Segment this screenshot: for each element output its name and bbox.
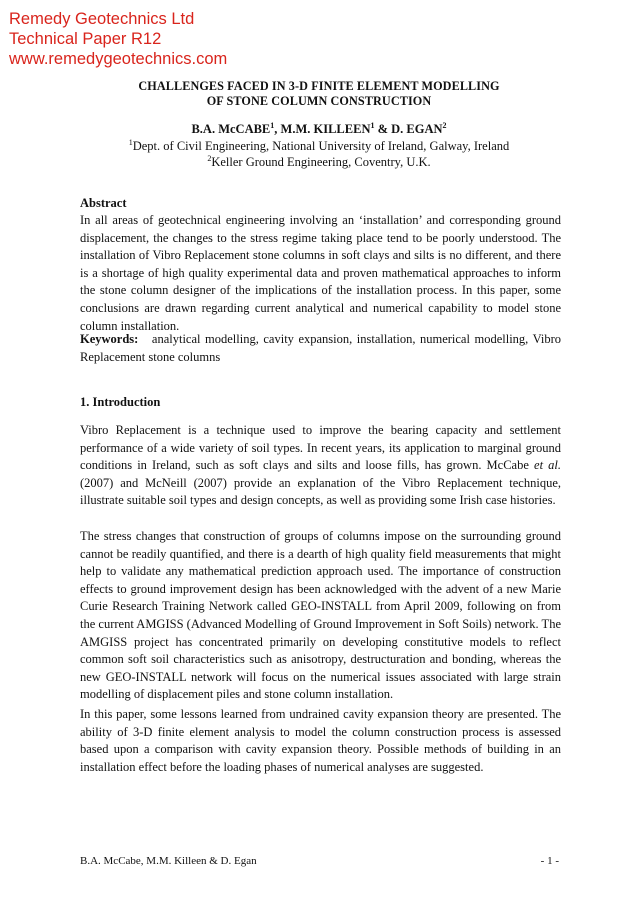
affiliation-1 [0,139,638,154]
intro-p1-part-b: (2007) and McNeill (2007) provide an explanation of the Vibro Replacement technique, illustrate suitable soil types and design concepts, as well as providing some Irish case histories. [80,475,561,508]
watermark [9,9,227,69]
title-line-2: OF STONE COLUMN CONSTRUCTION [206,94,432,108]
section-1-heading: 1. Introduction [80,395,161,409]
affiliation-2-text: Keller Ground Engineering, Coventry, U.K. [211,155,431,169]
author-2-affil-mark: 1 [370,121,375,130]
affiliation-1-text: Dept. of Civil Engineering, National University of Ireland, Galway, Ireland [132,139,510,153]
intro-paragraph-3: In this paper, some lessons learned from undrained cavity expansion theory are presented. The ability of 3-D finite element analysis to model the column construction process is assessed based upon a comparison with cavity expansion theory. Possible methods of building in an installation effect before the loading phases of numerical analyses are suggested. [80,707,561,774]
author-1-affil-mark: 1 [270,121,275,130]
author-1: B.A. McCABE [191,122,271,136]
watermark-company: Remedy Geotechnics Ltd [9,10,195,28]
author-3-affil-mark: 2 [442,121,447,130]
intro-p1-part-a: Vibro Replacement is a technique used to improve the bearing capacity and settlement performance of a wide variety of soil types. In recent years, its application to marginal ground conditions in Ireland, such as soft clays and silts and loose fills, has grown. McCabe [80,423,561,473]
title-line-1: CHALLENGES FACED IN 3-D FINITE ELEMENT MODELLING [138,79,500,93]
affiliation-1-mark: 1 [128,138,133,147]
watermark-url[interactable]: www.remedygeotechnics.com [9,50,228,68]
intro-paragraph-2: The stress changes that construction of groups of columns impose on the surrounding ground cannot be readily quantified, and there is a dearth of high quality field measurements that might help to validate any mathematical prediction approach used. The importance of construction effects to ground improvement design has been acknowledged with the advent of a new Marie Curie Research Training Network called GEO-INSTALL from April 2009, following on from the current AMGISS (Advanced Modelling of Ground Improvement in Soft Soils) network. The AMGISS project has concentrated primarily on developing constitutive models to reflect common soft soil characteristics such as anisotropy, destructuration and bonding, whereas the new GEO-INSTALL network will focus on the numerical issues associated with large strain modelling of displacement piles and stone column installation. [80,529,561,702]
abstract-text: In all areas of geotechnical engineering involving an ‘installation’ and corresponding ground displacement, the changes to the stress regime taking place tend to be poorly understood. The installation of Vibro Replacement stone columns in soft clays and silts is no different, and there is a shortage of high quality experimental data and proven mathematical approaches to inform the stone column designer of the implications of the installation process. In this paper, some conclusions are drawn regarding current analytical and numerical capability to model stone column installation. [80,213,561,333]
author-list [0,122,638,137]
intro-p1-etal: et al. [534,458,561,473]
footer-authors: B.A. McCabe, M.M. Killeen & D. Egan [80,855,257,867]
watermark-paper: Technical Paper R12 [9,30,162,48]
abstract-heading: Abstract [80,196,127,210]
paper-title [0,79,638,109]
affiliation-2 [0,155,638,170]
affiliation-2-mark: 2 [207,154,212,163]
keywords-text: analytical modelling, cavity expansion, installation, numerical modelling, Vibro Replacement stone columns [80,332,562,364]
keywords-label: Keywords: [80,332,139,346]
keywords [80,331,561,366]
author-2: , M.M. KILLEEN [274,122,371,136]
page-number: - 1 - [540,855,559,867]
intro-paragraph-1 [80,422,561,510]
author-3: & D. EGAN [374,122,443,136]
